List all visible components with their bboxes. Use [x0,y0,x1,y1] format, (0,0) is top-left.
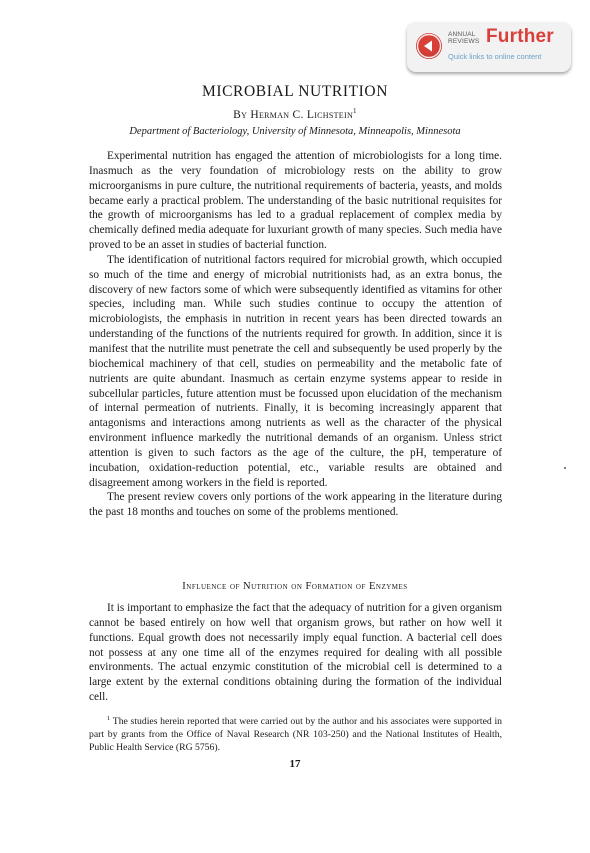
paragraph: The present review covers only portions of the work appearing in the literature during the past 18 months and touches on some of the problems mentioned. [89,491,502,519]
section-heading: Influence of Nutrition on Formation of Enzymes [182,581,408,592]
paragraph: The identification of nutritional factors required for microbial growth, which occupied so much of the time and energy of microbial nutritionists had, as an extra bonus, the discovery of new factors some of which were subsequently identified as vitamins for other species, including man. While such studies continue to occupy the attention of microbiologists, the emphasis in nutrition in recent years has been directed towards an understanding of the functions of the nutrients required for growth. In addition, since it is manifest that the nutrilite must penetrate the cell and subsequently be used properly by the biochemical machinery of that cell, studies on permeability and the metabolic fate of nutrients are quite abundant. Inasmuch as certain enzyme systems appear to reside in subcellular particles, future attention must be focussed upon elucidation of the mechanism of internal permeation of nutrients. Finally, it is becoming increasingly apparent that antagonisms and interactions among nutrients as well as the character of the physical environment influence markedly the nutritional demands of an organism. Unless strict attention is given to such factors as the age of the culture, the pH, temperature of incubation, oxidation-reduction potential, etc., variable results are obtained and disagreement among workers in the field is reported. [89,253,502,489]
intro-body [89,149,502,520]
footnote [89,712,502,754]
author-footnote-mark: 1 [353,107,357,115]
badge-reviews-text: REVIEWS [448,38,480,45]
byline [0,107,590,121]
author-name: Herman C. Lichstein [250,108,354,121]
footnote-mark: 1 [107,715,111,722]
footnote-text: The studies herein reported that were carried out by the author and his associates were supported in part by grants from the Office of Naval Research (NR 103-250) and the National Institutes of Health, Public Health Service (RG 5756). [89,716,502,754]
badge-publisher [448,31,479,45]
paragraph: Experimental nutrition has engaged the attention of microbiologists for a long time. Inasmuch as the very foundation of microbiology rests on the ability to grow microorganisms in pure culture, the nutritional requirements of bacteria, yeasts, and molds became early a practical problem. The understanding of the basic nutritional requisites for the growth of microorganisms has led to a gradual replacement of complex media by chemically defined media adequate for luxuriant growth of many species. Such media have proved to be an asset in studies of bacterial function. [89,150,502,252]
back-arrow-icon [416,33,442,59]
badge-subtitle: Quick links to online content [448,52,542,61]
byline-prefix: By [233,108,248,121]
scan-speck [564,467,566,469]
page-number: 17 [289,758,301,770]
author-affiliation: Department of Bacteriology, University of Minnesota, Minneapolis, Minnesota [129,126,461,137]
badge-annual-text: ANNUAL [448,31,476,38]
article-title: MICROBIAL NUTRITION [201,83,389,100]
paragraph: It is important to emphasize the fact that the adequacy of nutrition for a given organism cannot be based entirely on how well that organism grows, but rather on how well it functions. Equal growth does not necessarily imply equal function. A bacterial cell does not possess at any one time all of the enzymes required for dealing with all possible environments. The actual enzymic constitution of the microbial cell is determined to a large extent by the external conditions obtaining during the formation of the individual cell. [89,602,502,704]
further-badge[interactable] [407,22,571,72]
section-body [89,601,502,705]
badge-further-text: Further [486,26,554,47]
